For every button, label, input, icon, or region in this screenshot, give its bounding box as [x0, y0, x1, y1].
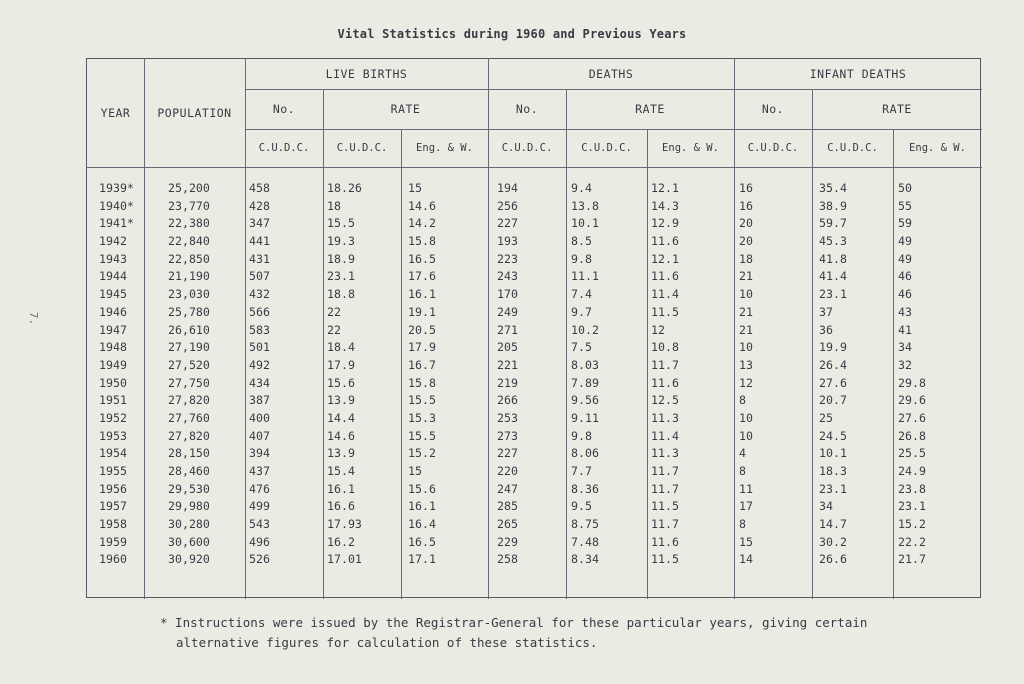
cell-population: 28,150 — [168, 446, 210, 461]
cell-deaths-rate-engw: 11.7 — [651, 481, 679, 496]
cell-deaths-rate-cudc: 8.75 — [571, 517, 599, 532]
cell-deaths-rate-cudc: 8.5 — [571, 234, 592, 249]
cell-births-rate-cudc: 18.4 — [327, 340, 355, 355]
header-live-births: LIVE BIRTHS — [325, 67, 408, 81]
cell-births-rate-cudc: 15.5 — [327, 216, 355, 231]
cell-infant-rate-cudc: 26.4 — [819, 357, 847, 372]
header-infant-rate: RATE — [882, 102, 912, 116]
cell-births-rate-engw: 16.5 — [408, 534, 436, 549]
cell-infant-rate-cudc: 14.7 — [819, 517, 847, 532]
cell-births-rate-cudc: 18.26 — [327, 181, 362, 195]
cell-population: 27,820 — [168, 428, 210, 443]
cell-births-no: 437 — [249, 464, 270, 478]
cell-deaths-rate-cudc: 7.48 — [571, 534, 599, 549]
cell-infant-rate-engw: 29.8 — [898, 375, 926, 390]
cell-deaths-no: 219 — [497, 375, 518, 390]
cell-births-rate-engw: 17.9 — [408, 340, 436, 355]
cell-year: 1943 — [99, 251, 127, 266]
cell-births-rate-cudc: 14.6 — [327, 428, 355, 443]
cell-infant-rate-engw: 34 — [898, 340, 912, 355]
table-row — [86, 428, 981, 446]
table-row — [86, 481, 981, 499]
cell-births-no: 566 — [249, 304, 270, 319]
header-deaths-rate-cudc: C.U.D.C. — [581, 142, 632, 154]
cell-infant-no: 16 — [739, 198, 753, 213]
cell-deaths-no: 193 — [497, 234, 518, 249]
cell-births-no: 347 — [249, 216, 270, 231]
cell-year: 1956 — [99, 481, 127, 496]
cell-births-no: 499 — [249, 499, 270, 514]
cell-population: 22,380 — [168, 216, 210, 231]
cell-infant-no: 21 — [739, 269, 753, 284]
cell-deaths-rate-engw: 11.3 — [651, 410, 679, 425]
cell-infant-rate-engw: 49 — [898, 234, 912, 249]
cell-deaths-no: 273 — [497, 428, 518, 443]
cell-infant-no: 10 — [739, 340, 753, 355]
cell-births-no: 526 — [249, 552, 270, 567]
cell-deaths-no: 243 — [497, 269, 518, 284]
cell-births-rate-engw: 15 — [408, 464, 422, 478]
cell-births-rate-engw: 14.6 — [408, 198, 436, 213]
cell-births-rate-engw: 15.8 — [408, 375, 436, 390]
cell-population: 27,760 — [168, 410, 210, 425]
table-row — [86, 392, 981, 410]
cell-births-rate-engw: 15 — [408, 181, 422, 195]
cell-births-rate-engw: 20.5 — [408, 322, 436, 337]
cell-infant-no: 21 — [739, 322, 753, 337]
table-row — [86, 215, 981, 233]
cell-infant-rate-cudc: 26.6 — [819, 552, 847, 567]
cell-deaths-rate-engw: 12 — [651, 322, 665, 337]
cell-deaths-rate-cudc: 7.5 — [571, 340, 592, 355]
cell-births-no: 583 — [249, 322, 270, 337]
header-births-rate-cudc: C.U.D.C. — [336, 142, 388, 154]
cell-deaths-rate-engw: 11.4 — [651, 428, 679, 443]
table-row — [86, 251, 981, 269]
cell-year: 1946 — [99, 304, 127, 319]
cell-infant-rate-cudc: 24.5 — [819, 428, 847, 443]
cell-year: 1941* — [99, 216, 134, 231]
cell-births-rate-cudc: 23.1 — [327, 269, 355, 284]
cell-deaths-rate-engw: 11.5 — [651, 499, 679, 514]
cell-deaths-rate-cudc: 8.36 — [571, 481, 599, 496]
cell-population: 22,850 — [168, 251, 210, 266]
cell-births-no: 476 — [249, 481, 270, 496]
cell-births-rate-engw: 15.5 — [408, 393, 436, 408]
cell-deaths-rate-engw: 12.9 — [651, 216, 679, 231]
cell-infant-rate-engw: 24.9 — [898, 464, 926, 478]
cell-population: 30,920 — [168, 552, 210, 567]
cell-infant-no: 20 — [739, 216, 753, 231]
cell-births-rate-engw: 15.5 — [408, 428, 436, 443]
cell-deaths-no: 253 — [497, 410, 518, 425]
header-deaths-rate-engw: Eng. & W. — [662, 142, 719, 154]
margin-page-mark: 7. — [27, 311, 41, 326]
cell-infant-no: 17 — [739, 499, 753, 514]
cell-deaths-rate-cudc: 7.4 — [571, 287, 592, 302]
cell-infant-rate-engw: 21.7 — [898, 552, 926, 567]
cell-births-rate-engw: 17.1 — [408, 552, 436, 567]
cell-deaths-rate-engw: 12.5 — [651, 393, 679, 408]
cell-births-rate-cudc: 17.93 — [327, 517, 362, 532]
cell-infant-rate-engw: 15.2 — [898, 517, 926, 532]
cell-births-no: 432 — [249, 287, 270, 302]
cell-infant-rate-cudc: 18.3 — [819, 464, 847, 478]
cell-infant-rate-cudc: 37 — [819, 304, 833, 319]
cell-births-rate-cudc: 18.8 — [327, 287, 355, 302]
cell-population: 27,520 — [168, 357, 210, 372]
cell-births-rate-engw: 15.6 — [408, 481, 436, 496]
cell-year: 1959 — [99, 534, 127, 549]
cell-births-rate-engw: 16.7 — [408, 357, 436, 372]
cell-year: 1942 — [99, 234, 127, 249]
cell-births-no: 492 — [249, 357, 270, 372]
cell-population: 29,980 — [168, 499, 210, 514]
table-row — [86, 180, 981, 198]
cell-infant-rate-cudc: 20.7 — [819, 393, 847, 408]
cell-infant-rate-engw: 22.2 — [898, 534, 926, 549]
cell-deaths-rate-engw: 11.3 — [651, 446, 679, 461]
cell-population: 21,190 — [168, 269, 210, 284]
cell-births-no: 387 — [249, 393, 270, 408]
cell-infant-no: 16 — [739, 181, 753, 195]
cell-infant-no: 15 — [739, 534, 753, 549]
cell-births-no: 501 — [249, 340, 270, 355]
cell-deaths-rate-cudc: 9.11 — [571, 410, 599, 425]
cell-deaths-rate-cudc: 9.8 — [571, 251, 592, 266]
cell-infant-rate-engw: 27.6 — [898, 410, 926, 425]
cell-deaths-no: 256 — [497, 198, 518, 213]
table-row — [86, 233, 981, 251]
cell-infant-rate-engw: 25.5 — [898, 446, 926, 461]
cell-infant-no: 10 — [739, 428, 753, 443]
cell-infant-rate-cudc: 38.9 — [819, 198, 847, 213]
cell-infant-no: 8 — [739, 517, 746, 532]
cell-population: 23,770 — [168, 198, 210, 213]
cell-deaths-rate-cudc: 9.56 — [571, 393, 599, 408]
table-row — [86, 410, 981, 428]
cell-deaths-no: 227 — [497, 446, 518, 461]
cell-deaths-no: 271 — [497, 322, 518, 337]
cell-infant-no: 10 — [739, 287, 753, 302]
cell-infant-rate-engw: 46 — [898, 269, 912, 284]
cell-births-rate-cudc: 14.4 — [327, 410, 355, 425]
table-row — [86, 357, 981, 375]
cell-births-rate-cudc: 13.9 — [327, 393, 355, 408]
cell-births-rate-cudc: 22 — [327, 322, 341, 337]
cell-deaths-rate-engw: 11.6 — [651, 269, 679, 284]
cell-deaths-rate-cudc: 10.2 — [571, 322, 599, 337]
cell-deaths-rate-engw: 11.7 — [651, 357, 679, 372]
cell-infant-rate-engw: 43 — [898, 304, 912, 319]
cell-deaths-rate-engw: 11.7 — [651, 517, 679, 532]
cell-infant-rate-cudc: 23.1 — [819, 481, 847, 496]
cell-births-no: 496 — [249, 534, 270, 549]
table-row — [86, 445, 981, 463]
cell-infant-no: 18 — [739, 251, 753, 266]
cell-births-rate-engw: 15.3 — [408, 410, 436, 425]
header-deaths: DEATHS — [588, 67, 634, 81]
cell-deaths-rate-engw: 14.3 — [651, 198, 679, 213]
cell-infant-rate-engw: 49 — [898, 251, 912, 266]
cell-infant-rate-engw: 26.8 — [898, 428, 926, 443]
cell-deaths-no: 265 — [497, 517, 518, 532]
cell-year: 1957 — [99, 499, 127, 514]
header-infant-no: No. — [761, 102, 785, 116]
cell-infant-rate-cudc: 23.1 — [819, 287, 847, 302]
table-row — [86, 375, 981, 393]
header-infant-rate-engw: Eng. & W. — [909, 142, 966, 154]
cell-deaths-no: 170 — [497, 287, 518, 302]
cell-population: 26,610 — [168, 322, 210, 337]
cell-deaths-no: 229 — [497, 534, 518, 549]
cell-births-rate-cudc: 18 — [327, 198, 341, 213]
cell-population: 30,600 — [168, 534, 210, 549]
cell-population: 29,530 — [168, 481, 210, 496]
header-births-no: No. — [272, 102, 296, 116]
cell-population: 27,820 — [168, 393, 210, 408]
cell-deaths-no: 205 — [497, 340, 518, 355]
cell-population: 23,030 — [168, 287, 210, 302]
cell-deaths-rate-engw: 12.1 — [651, 251, 679, 266]
cell-births-rate-cudc: 16.1 — [327, 481, 355, 496]
cell-infant-rate-engw: 29.6 — [898, 393, 926, 408]
cell-deaths-rate-engw: 11.7 — [651, 464, 679, 478]
cell-infant-rate-cudc: 41.8 — [819, 251, 847, 266]
cell-infant-rate-engw: 23.8 — [898, 481, 926, 496]
cell-deaths-rate-cudc: 13.8 — [571, 198, 599, 213]
cell-deaths-no: 285 — [497, 499, 518, 514]
table-row — [86, 516, 981, 534]
cell-births-rate-cudc: 17.01 — [327, 552, 362, 567]
cell-deaths-no: 266 — [497, 393, 518, 408]
cell-infant-rate-engw: 46 — [898, 287, 912, 302]
cell-births-rate-cudc: 13.9 — [327, 446, 355, 461]
cell-infant-no: 21 — [739, 304, 753, 319]
header-infant-deaths: INFANT DEATHS — [809, 67, 907, 81]
cell-births-no: 394 — [249, 446, 270, 461]
cell-infant-rate-engw: 50 — [898, 181, 912, 195]
cell-births-no: 441 — [249, 234, 270, 249]
cell-infant-rate-cudc: 10.1 — [819, 446, 847, 461]
header-population: POPULATION — [157, 106, 232, 120]
cell-deaths-no: 247 — [497, 481, 518, 496]
footnote-line-2: alternative figures for calculation of these statistics. — [176, 635, 598, 650]
cell-deaths-rate-cudc: 9.8 — [571, 428, 592, 443]
cell-year: 1951 — [99, 393, 127, 408]
cell-deaths-rate-engw: 11.6 — [651, 375, 679, 390]
header-infant-no-cudc: C.U.D.C. — [747, 142, 799, 154]
footnote — [160, 613, 940, 653]
cell-year: 1955 — [99, 464, 127, 478]
cell-year: 1950 — [99, 375, 127, 390]
cell-year: 1949 — [99, 357, 127, 372]
cell-births-rate-engw: 16.1 — [408, 287, 436, 302]
cell-infant-rate-cudc: 45.3 — [819, 234, 847, 249]
cell-deaths-rate-cudc: 7.89 — [571, 375, 599, 390]
header-births-rate-engw: Eng. & W. — [416, 142, 473, 154]
cell-births-no: 458 — [249, 181, 270, 195]
cell-deaths-rate-cudc: 8.34 — [571, 552, 599, 567]
header-births-no-cudc: C.U.D.C. — [258, 142, 310, 154]
cell-population: 27,190 — [168, 340, 210, 355]
table-row — [86, 339, 981, 357]
cell-year: 1952 — [99, 410, 127, 425]
cell-population: 22,840 — [168, 234, 210, 249]
cell-deaths-rate-engw: 12.1 — [651, 181, 679, 195]
cell-births-no: 543 — [249, 517, 270, 532]
cell-infant-no: 8 — [739, 393, 746, 408]
cell-births-no: 507 — [249, 269, 270, 284]
cell-infant-rate-cudc: 36 — [819, 322, 833, 337]
cell-infant-rate-cudc: 27.6 — [819, 375, 847, 390]
table-row — [86, 463, 981, 481]
cell-year: 1947 — [99, 322, 127, 337]
cell-population: 28,460 — [168, 464, 210, 478]
cell-deaths-no: 227 — [497, 216, 518, 231]
cell-infant-no: 13 — [739, 357, 753, 372]
cell-births-rate-cudc: 16.2 — [327, 534, 355, 549]
cell-deaths-rate-engw: 11.4 — [651, 287, 679, 302]
cell-deaths-rate-cudc: 7.7 — [571, 464, 592, 478]
header-births-rate: RATE — [390, 102, 421, 116]
cell-population: 25,780 — [168, 304, 210, 319]
cell-deaths-rate-cudc: 9.7 — [571, 304, 592, 319]
cell-deaths-no: 220 — [497, 464, 518, 478]
header-infant-rate-cudc: C.U.D.C. — [827, 142, 878, 154]
cell-infant-no: 8 — [739, 464, 746, 478]
cell-births-rate-cudc: 18.9 — [327, 251, 355, 266]
cell-year: 1940* — [99, 198, 134, 213]
cell-births-rate-engw: 16.5 — [408, 251, 436, 266]
rule-under-column-headers — [87, 167, 982, 168]
cell-births-rate-cudc: 19.3 — [327, 234, 355, 249]
cell-year: 1939* — [99, 181, 134, 195]
cell-deaths-rate-cudc: 8.06 — [571, 446, 599, 461]
cell-infant-rate-engw: 59 — [898, 216, 912, 231]
table-row — [86, 286, 981, 304]
cell-deaths-no: 223 — [497, 251, 518, 266]
cell-births-rate-engw: 16.4 — [408, 517, 436, 532]
cell-births-rate-engw: 16.1 — [408, 499, 436, 514]
cell-births-no: 434 — [249, 375, 270, 390]
cell-infant-rate-cudc: 41.4 — [819, 269, 847, 284]
header-deaths-no: No. — [515, 102, 539, 116]
cell-infant-no: 20 — [739, 234, 753, 249]
cell-infant-rate-engw: 55 — [898, 198, 912, 213]
cell-infant-no: 12 — [739, 375, 753, 390]
header-year: YEAR — [100, 106, 131, 120]
cell-population: 30,280 — [168, 517, 210, 532]
cell-deaths-rate-cudc: 10.1 — [571, 216, 599, 231]
cell-deaths-rate-engw: 11.6 — [651, 534, 679, 549]
table-row — [86, 498, 981, 516]
cell-deaths-no: 194 — [497, 181, 518, 195]
cell-deaths-no: 249 — [497, 304, 518, 319]
cell-year: 1954 — [99, 446, 127, 461]
cell-infant-rate-engw: 32 — [898, 357, 912, 372]
cell-infant-rate-cudc: 34 — [819, 499, 833, 514]
cell-population: 25,200 — [168, 181, 210, 195]
cell-births-rate-engw: 15.8 — [408, 234, 436, 249]
cell-infant-rate-engw: 23.1 — [898, 499, 926, 514]
cell-births-rate-cudc: 15.6 — [327, 375, 355, 390]
cell-year: 1948 — [99, 340, 127, 355]
cell-infant-rate-engw: 41 — [898, 322, 912, 337]
cell-deaths-rate-cudc: 9.4 — [571, 181, 592, 195]
cell-population: 27,750 — [168, 375, 210, 390]
table-row — [86, 268, 981, 286]
cell-year: 1945 — [99, 287, 127, 302]
table-row — [86, 304, 981, 322]
cell-births-rate-cudc: 15.4 — [327, 464, 355, 478]
cell-births-rate-engw: 17.6 — [408, 269, 436, 284]
header-deaths-rate: RATE — [635, 102, 665, 116]
cell-deaths-rate-engw: 11.6 — [651, 234, 679, 249]
cell-births-rate-engw: 14.2 — [408, 216, 436, 231]
cell-births-no: 431 — [249, 251, 270, 266]
cell-year: 1944 — [99, 269, 127, 284]
cell-deaths-rate-cudc: 8.03 — [571, 357, 599, 372]
cell-year: 1958 — [99, 517, 127, 532]
cell-infant-rate-cudc: 19.9 — [819, 340, 847, 355]
cell-births-rate-engw: 15.2 — [408, 446, 436, 461]
cell-births-no: 428 — [249, 198, 270, 213]
table-row — [86, 551, 981, 569]
cell-deaths-rate-engw: 11.5 — [651, 552, 679, 567]
footnote-line-1: * Instructions were issued by the Registrar-General for these particular years, giving certain — [160, 615, 868, 630]
cell-infant-no: 14 — [739, 552, 753, 567]
cell-births-rate-cudc: 22 — [327, 304, 341, 319]
cell-infant-rate-cudc: 25 — [819, 410, 833, 425]
table-body — [86, 180, 981, 569]
cell-deaths-no: 221 — [497, 357, 518, 372]
cell-births-rate-engw: 19.1 — [408, 304, 436, 319]
cell-births-no: 400 — [249, 410, 270, 425]
table-row — [86, 322, 981, 340]
cell-deaths-rate-cudc: 9.5 — [571, 499, 592, 514]
cell-infant-rate-cudc: 35.4 — [819, 181, 847, 195]
cell-deaths-rate-engw: 10.8 — [651, 340, 679, 355]
cell-infant-no: 11 — [739, 481, 753, 496]
cell-infant-rate-cudc: 30.2 — [819, 534, 847, 549]
cell-births-rate-cudc: 17.9 — [327, 357, 355, 372]
page-title: Vital Statistics during 1960 and Previous Years — [337, 27, 687, 41]
cell-infant-rate-cudc: 59.7 — [819, 216, 847, 231]
cell-year: 1960 — [99, 552, 127, 567]
cell-deaths-no: 258 — [497, 552, 518, 567]
header-deaths-no-cudc: C.U.D.C. — [501, 142, 553, 154]
table-row — [86, 198, 981, 216]
cell-deaths-rate-cudc: 11.1 — [571, 269, 599, 284]
cell-infant-no: 4 — [739, 446, 746, 461]
cell-year: 1953 — [99, 428, 127, 443]
cell-births-rate-cudc: 16.6 — [327, 499, 355, 514]
cell-deaths-rate-engw: 11.5 — [651, 304, 679, 319]
table-row — [86, 534, 981, 552]
cell-infant-no: 10 — [739, 410, 753, 425]
cell-births-no: 407 — [249, 428, 270, 443]
